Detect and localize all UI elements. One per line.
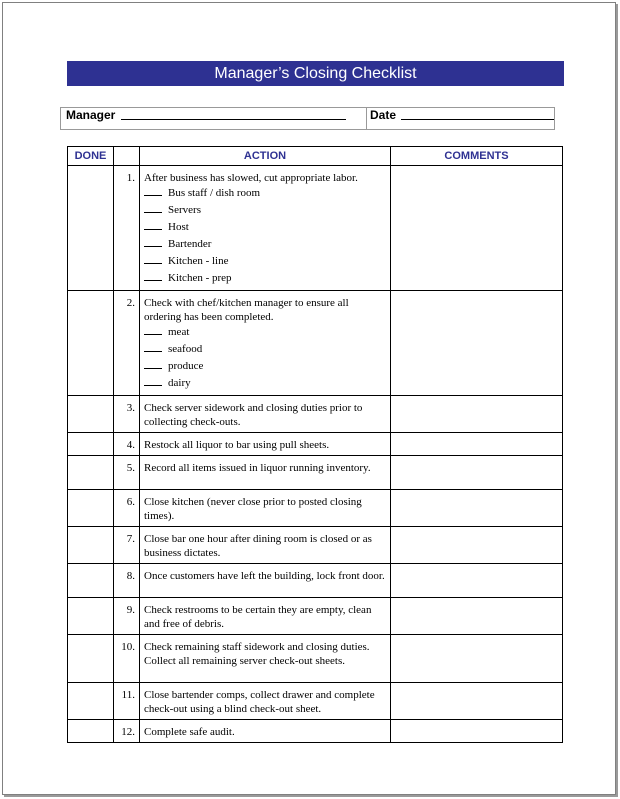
sub-item bbox=[144, 253, 386, 270]
action-cell bbox=[140, 433, 391, 456]
item-number: 9. bbox=[114, 598, 140, 635]
table-header-row bbox=[68, 147, 563, 166]
checkbox-blank[interactable] bbox=[144, 219, 162, 230]
done-cell[interactable] bbox=[68, 166, 114, 291]
sub-item bbox=[144, 219, 386, 236]
table-row bbox=[68, 635, 563, 683]
action-text: Close bartender comps, collect drawer and complete check-out using a blind check-out sheet. bbox=[144, 689, 375, 715]
table-row bbox=[68, 527, 563, 564]
table-row bbox=[68, 433, 563, 456]
sub-item-label: Bartender bbox=[168, 238, 212, 250]
checkbox-blank[interactable] bbox=[144, 341, 162, 352]
action-text: Once customers have left the building, lock front door. bbox=[144, 570, 385, 582]
checkbox-blank[interactable] bbox=[144, 358, 162, 369]
checklist-table bbox=[67, 146, 563, 743]
comments-cell[interactable] bbox=[391, 720, 563, 743]
action-cell bbox=[140, 490, 391, 527]
item-number: 2. bbox=[114, 291, 140, 396]
comments-cell[interactable] bbox=[391, 490, 563, 527]
done-cell[interactable] bbox=[68, 527, 114, 564]
table-row bbox=[68, 720, 563, 743]
comments-cell[interactable] bbox=[391, 433, 563, 456]
number-header bbox=[114, 147, 140, 166]
sub-item bbox=[144, 341, 386, 358]
comments-header: COMMENTS bbox=[391, 147, 563, 166]
action-text: Check server sidework and closing duties prior to collecting check-outs. bbox=[144, 402, 363, 428]
comments-cell[interactable] bbox=[391, 635, 563, 683]
action-cell bbox=[140, 396, 391, 433]
sub-item-label: Servers bbox=[168, 204, 201, 216]
action-text: Check remaining staff sidework and closing duties. Collect all remaining server check-out sheets. bbox=[144, 641, 370, 667]
checkbox-blank[interactable] bbox=[144, 270, 162, 281]
action-text: Check with chef/kitchen manager to ensure all ordering has been completed. bbox=[144, 297, 349, 323]
item-number: 10. bbox=[114, 635, 140, 683]
action-cell bbox=[140, 635, 391, 683]
action-cell bbox=[140, 683, 391, 720]
action-cell bbox=[140, 291, 391, 396]
action-text: After business has slowed, cut appropriate labor. bbox=[144, 172, 358, 184]
done-cell[interactable] bbox=[68, 291, 114, 396]
action-text: Check restrooms to be certain they are empty, clean and free of debris. bbox=[144, 604, 372, 630]
sub-item-label: produce bbox=[168, 360, 204, 372]
done-cell[interactable] bbox=[68, 720, 114, 743]
sub-item bbox=[144, 358, 386, 375]
checkbox-blank[interactable] bbox=[144, 185, 162, 196]
done-cell[interactable] bbox=[68, 564, 114, 598]
item-number: 6. bbox=[114, 490, 140, 527]
comments-cell[interactable] bbox=[391, 166, 563, 291]
sub-item bbox=[144, 236, 386, 253]
item-number: 11. bbox=[114, 683, 140, 720]
page-title: Manager’s Closing Checklist bbox=[67, 61, 564, 86]
table-row bbox=[68, 564, 563, 598]
sub-item bbox=[144, 324, 386, 341]
done-cell[interactable] bbox=[68, 683, 114, 720]
date-label: Date bbox=[370, 108, 397, 122]
done-cell[interactable] bbox=[68, 433, 114, 456]
manager-signature-line[interactable] bbox=[121, 119, 346, 120]
sub-item-label: Kitchen - prep bbox=[168, 272, 232, 284]
done-header: DONE bbox=[68, 147, 114, 166]
action-text: Close bar one hour after dining room is closed or as business dictates. bbox=[144, 533, 372, 559]
action-cell bbox=[140, 527, 391, 564]
sub-item-label: seafood bbox=[168, 343, 203, 355]
sub-item-label: Host bbox=[168, 221, 189, 233]
action-text: Restock all liquor to bar using pull sheets. bbox=[144, 439, 330, 451]
item-number: 8. bbox=[114, 564, 140, 598]
sub-item bbox=[144, 202, 386, 219]
action-text: Complete safe audit. bbox=[144, 726, 235, 738]
manager-label: Manager bbox=[66, 108, 116, 122]
checkbox-blank[interactable] bbox=[144, 202, 162, 213]
done-cell[interactable] bbox=[68, 598, 114, 635]
sub-item bbox=[144, 270, 386, 287]
sub-item bbox=[144, 375, 386, 392]
sub-item-label: Kitchen - line bbox=[168, 255, 229, 267]
action-cell bbox=[140, 456, 391, 490]
comments-cell[interactable] bbox=[391, 683, 563, 720]
comments-cell[interactable] bbox=[391, 396, 563, 433]
sub-item-label: meat bbox=[168, 326, 190, 338]
item-number: 1. bbox=[114, 166, 140, 291]
checkbox-blank[interactable] bbox=[144, 375, 162, 386]
item-number: 7. bbox=[114, 527, 140, 564]
comments-cell[interactable] bbox=[391, 527, 563, 564]
done-cell[interactable] bbox=[68, 456, 114, 490]
checkbox-blank[interactable] bbox=[144, 236, 162, 247]
date-line[interactable] bbox=[401, 119, 554, 120]
done-cell[interactable] bbox=[68, 396, 114, 433]
comments-cell[interactable] bbox=[391, 598, 563, 635]
action-header: ACTION bbox=[140, 147, 391, 166]
item-number: 3. bbox=[114, 396, 140, 433]
action-cell bbox=[140, 564, 391, 598]
checkbox-blank[interactable] bbox=[144, 253, 162, 264]
divider bbox=[366, 108, 367, 129]
action-cell bbox=[140, 166, 391, 291]
table-row bbox=[68, 456, 563, 490]
comments-cell[interactable] bbox=[391, 564, 563, 598]
done-cell[interactable] bbox=[68, 635, 114, 683]
action-text: Record all items issued in liquor running inventory. bbox=[144, 462, 371, 474]
comments-cell[interactable] bbox=[391, 456, 563, 490]
sub-item-label: dairy bbox=[168, 377, 191, 389]
item-number: 4. bbox=[114, 433, 140, 456]
comments-cell[interactable] bbox=[391, 291, 563, 396]
table-row bbox=[68, 683, 563, 720]
action-cell bbox=[140, 598, 391, 635]
item-number: 5. bbox=[114, 456, 140, 490]
action-cell bbox=[140, 720, 391, 743]
done-cell[interactable] bbox=[68, 490, 114, 527]
table-row bbox=[68, 490, 563, 527]
item-number: 12. bbox=[114, 720, 140, 743]
action-text: Close kitchen (never close prior to posted closing times). bbox=[144, 496, 362, 522]
sub-item-label: Bus staff / dish room bbox=[168, 187, 261, 199]
manager-date-box bbox=[60, 107, 555, 130]
sub-item bbox=[144, 185, 386, 202]
table-row bbox=[68, 291, 563, 396]
table-row bbox=[68, 598, 563, 635]
table-row bbox=[68, 396, 563, 433]
table-row bbox=[68, 166, 563, 291]
checkbox-blank[interactable] bbox=[144, 324, 162, 335]
